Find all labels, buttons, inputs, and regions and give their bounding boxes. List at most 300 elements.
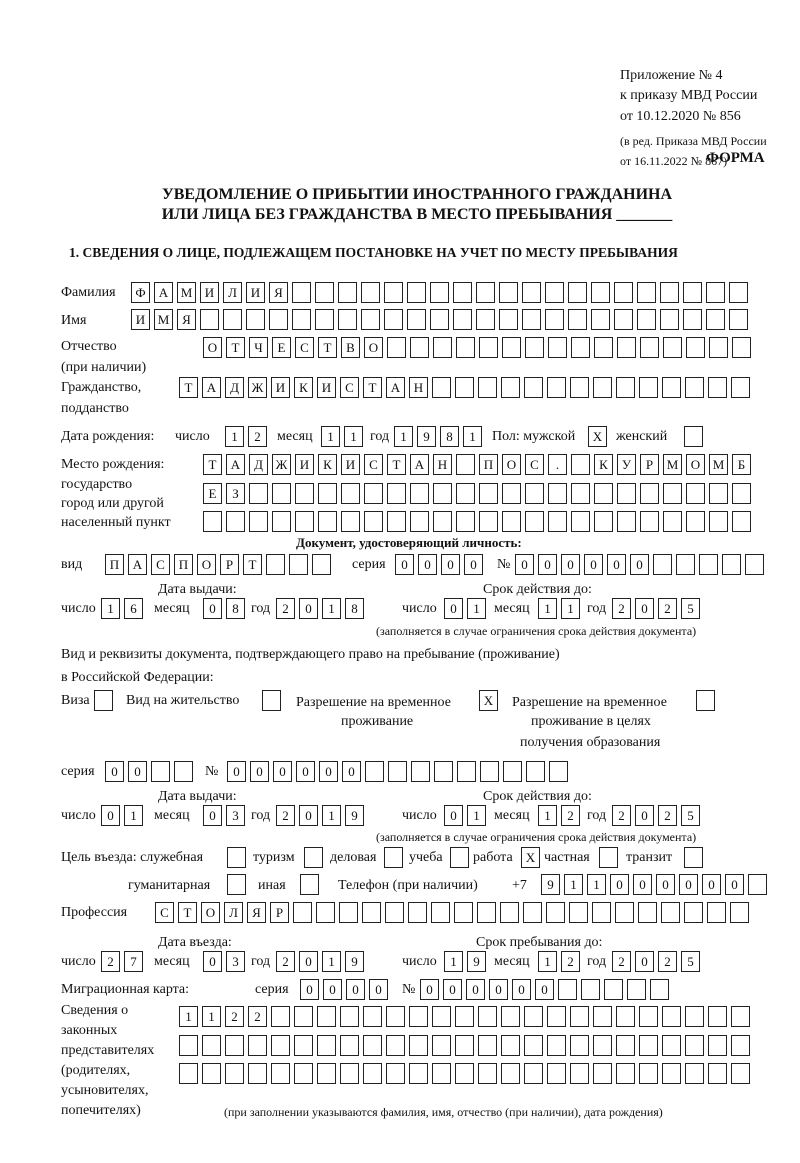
char-box[interactable]: 0 [535,979,554,1000]
char-box[interactable]: Н [433,454,452,475]
char-box[interactable] [502,337,521,358]
char-box[interactable] [304,847,323,868]
char-box[interactable] [478,1063,497,1084]
char-box[interactable] [499,282,518,303]
patronymic-field[interactable] [203,337,751,358]
char-box[interactable] [386,1063,405,1084]
char-box[interactable]: 0 [420,979,439,1000]
char-box[interactable] [604,979,623,1000]
char-box[interactable] [501,377,520,398]
char-box[interactable]: 2 [658,598,677,619]
char-box[interactable] [661,902,680,923]
char-box[interactable] [685,1063,704,1084]
char-box[interactable]: М [177,282,196,303]
char-box[interactable] [455,377,474,398]
purpose-service-checkbox[interactable] [227,847,246,868]
char-box[interactable] [478,1035,497,1056]
char-box[interactable] [684,902,703,923]
char-box[interactable]: М [663,454,682,475]
char-box[interactable] [272,511,291,532]
char-box[interactable]: П [174,554,193,575]
char-box[interactable] [547,1063,566,1084]
char-box[interactable] [340,1063,359,1084]
purpose-private-checkbox[interactable] [599,847,618,868]
char-box[interactable] [709,483,728,504]
char-box[interactable] [388,761,407,782]
char-box[interactable]: 1 [444,951,463,972]
char-box[interactable]: О [203,337,222,358]
char-box[interactable] [748,874,767,895]
char-box[interactable]: 0 [635,598,654,619]
stay-until-day[interactable] [444,951,486,972]
char-box[interactable] [570,377,589,398]
char-box[interactable]: Я [247,902,266,923]
char-box[interactable]: Т [178,902,197,923]
char-box[interactable] [317,1006,336,1027]
char-box[interactable] [525,483,544,504]
char-box[interactable] [292,309,311,330]
char-box[interactable] [593,1035,612,1056]
char-box[interactable] [293,902,312,923]
char-box[interactable]: 0 [630,554,649,575]
char-box[interactable]: 1 [225,426,244,447]
purpose-business-checkbox[interactable] [384,847,403,868]
char-box[interactable] [292,282,311,303]
char-box[interactable] [294,1063,313,1084]
sex-male-checkbox[interactable] [588,426,607,447]
char-box[interactable]: М [154,309,173,330]
char-box[interactable]: Я [177,309,196,330]
char-box[interactable]: 1 [202,1006,221,1027]
char-box[interactable] [731,1006,750,1027]
char-box[interactable] [524,1006,543,1027]
char-box[interactable]: А [202,377,221,398]
char-box[interactable] [617,483,636,504]
char-box[interactable]: X [479,690,498,711]
char-box[interactable] [338,282,357,303]
char-box[interactable] [685,377,704,398]
char-box[interactable] [227,847,246,868]
purpose-study-checkbox[interactable] [450,847,469,868]
char-box[interactable] [662,1035,681,1056]
char-box[interactable]: О [686,454,705,475]
char-box[interactable]: И [341,454,360,475]
char-box[interactable]: 0 [101,805,120,826]
id-valid-month[interactable] [538,598,580,619]
char-box[interactable] [547,1035,566,1056]
char-box[interactable] [650,979,669,1000]
char-box[interactable] [627,979,646,1000]
char-box[interactable]: Ж [272,454,291,475]
char-box[interactable] [432,1063,451,1084]
char-box[interactable]: П [105,554,124,575]
char-box[interactable] [708,377,727,398]
char-box[interactable] [457,761,476,782]
purpose-humanitarian-checkbox[interactable] [227,874,246,895]
char-box[interactable]: 0 [128,761,147,782]
reps-field-2[interactable] [179,1035,750,1056]
char-box[interactable] [502,511,521,532]
char-box[interactable] [294,1035,313,1056]
char-box[interactable] [524,1035,543,1056]
reps-field-1[interactable] [179,1006,750,1027]
char-box[interactable]: . [548,454,567,475]
char-box[interactable] [722,554,741,575]
char-box[interactable] [341,511,360,532]
char-box[interactable] [478,377,497,398]
char-box[interactable]: К [294,377,313,398]
char-box[interactable]: 1 [538,805,557,826]
char-box[interactable] [545,309,564,330]
char-box[interactable]: 0 [464,554,483,575]
char-box[interactable]: 0 [444,598,463,619]
char-box[interactable] [614,309,633,330]
char-box[interactable]: 8 [226,598,245,619]
purpose-work-checkbox[interactable] [521,847,540,868]
char-box[interactable] [571,483,590,504]
char-box[interactable]: 0 [656,874,675,895]
char-box[interactable]: 0 [584,554,603,575]
char-box[interactable]: 5 [681,951,700,972]
char-box[interactable] [571,511,590,532]
char-box[interactable] [318,511,337,532]
char-box[interactable] [594,483,613,504]
char-box[interactable]: 1 [538,598,557,619]
char-box[interactable]: 8 [345,598,364,619]
char-box[interactable] [731,377,750,398]
residence-permit-checkbox[interactable] [262,690,281,711]
char-box[interactable]: 2 [248,426,267,447]
char-box[interactable]: Д [225,377,244,398]
char-box[interactable] [594,337,613,358]
char-box[interactable] [479,483,498,504]
citizenship-field[interactable] [179,377,750,398]
birth-day-field[interactable] [225,426,267,447]
char-box[interactable] [341,483,360,504]
char-box[interactable]: 5 [681,598,700,619]
char-box[interactable]: 3 [226,805,245,826]
char-box[interactable]: 0 [418,554,437,575]
char-box[interactable] [456,337,475,358]
char-box[interactable]: 0 [299,805,318,826]
stay-issue-day[interactable] [101,805,143,826]
char-box[interactable] [312,554,331,575]
char-box[interactable] [639,1035,658,1056]
char-box[interactable] [547,377,566,398]
entry-year[interactable] [276,951,364,972]
char-box[interactable] [476,309,495,330]
char-box[interactable] [202,1063,221,1084]
char-box[interactable] [732,511,751,532]
char-box[interactable] [362,902,381,923]
char-box[interactable] [450,847,469,868]
char-box[interactable] [363,1006,382,1027]
visa-checkbox[interactable] [94,690,113,711]
char-box[interactable] [223,309,242,330]
stay-number-field[interactable] [227,761,568,782]
char-box[interactable]: 0 [512,979,531,1000]
char-box[interactable] [407,309,426,330]
char-box[interactable]: 9 [345,805,364,826]
char-box[interactable] [226,511,245,532]
char-box[interactable]: X [521,847,540,868]
char-box[interactable] [410,511,429,532]
birth-place-field-1[interactable] [203,454,751,475]
char-box[interactable]: Б [732,454,751,475]
char-box[interactable]: 0 [299,951,318,972]
char-box[interactable]: С [525,454,544,475]
char-box[interactable] [684,847,703,868]
char-box[interactable] [433,483,452,504]
char-box[interactable]: А [386,377,405,398]
purpose-transit-checkbox[interactable] [684,847,703,868]
birth-place-field-2[interactable] [203,483,751,504]
char-box[interactable] [545,282,564,303]
char-box[interactable] [433,511,452,532]
char-box[interactable] [568,309,587,330]
char-box[interactable]: 0 [635,805,654,826]
char-box[interactable]: 2 [101,951,120,972]
char-box[interactable]: А [226,454,245,475]
char-box[interactable] [430,282,449,303]
purpose-other-checkbox[interactable] [300,874,319,895]
char-box[interactable] [731,1063,750,1084]
char-box[interactable] [456,454,475,475]
char-box[interactable]: И [295,454,314,475]
char-box[interactable]: 0 [607,554,626,575]
entry-day[interactable] [101,951,143,972]
char-box[interactable] [262,690,281,711]
char-box[interactable] [708,1006,727,1027]
char-box[interactable]: Р [640,454,659,475]
char-box[interactable] [477,902,496,923]
char-box[interactable] [614,282,633,303]
stay-issue-year[interactable] [276,805,364,826]
char-box[interactable] [225,1063,244,1084]
char-box[interactable] [407,282,426,303]
char-box[interactable]: И [246,282,265,303]
name-field[interactable] [131,309,748,330]
char-box[interactable] [594,511,613,532]
char-box[interactable] [455,1063,474,1084]
char-box[interactable] [340,1006,359,1027]
char-box[interactable] [570,1063,589,1084]
purpose-tourism-checkbox[interactable] [304,847,323,868]
char-box[interactable] [571,337,590,358]
char-box[interactable] [271,1063,290,1084]
char-box[interactable] [615,902,634,923]
id-valid-year[interactable] [612,598,700,619]
char-box[interactable]: X [588,426,607,447]
char-box[interactable] [637,309,656,330]
char-box[interactable]: 0 [635,951,654,972]
char-box[interactable]: С [364,454,383,475]
char-box[interactable]: 0 [203,598,222,619]
char-box[interactable] [593,377,612,398]
char-box[interactable] [384,282,403,303]
char-box[interactable]: С [155,902,174,923]
char-box[interactable] [501,1035,520,1056]
sex-female-checkbox[interactable] [684,426,703,447]
id-kind-field[interactable] [105,554,331,575]
char-box[interactable]: 1 [564,874,583,895]
char-box[interactable] [248,1063,267,1084]
char-box[interactable] [385,902,404,923]
char-box[interactable] [683,309,702,330]
char-box[interactable]: Т [179,377,198,398]
char-box[interactable] [456,511,475,532]
char-box[interactable]: 2 [561,951,580,972]
char-box[interactable]: 0 [369,979,388,1000]
char-box[interactable] [663,511,682,532]
char-box[interactable] [409,1035,428,1056]
char-box[interactable] [409,1063,428,1084]
char-box[interactable]: 0 [441,554,460,575]
char-box[interactable] [246,309,265,330]
char-box[interactable]: 2 [612,598,631,619]
char-box[interactable] [408,902,427,923]
char-box[interactable] [339,902,358,923]
char-box[interactable] [227,874,246,895]
char-box[interactable] [685,1035,704,1056]
char-box[interactable]: 2 [612,805,631,826]
char-box[interactable] [570,1035,589,1056]
char-box[interactable] [616,1006,635,1027]
char-box[interactable]: 8 [440,426,459,447]
char-box[interactable]: З [226,483,245,504]
migration-card-number[interactable] [420,979,669,1000]
char-box[interactable] [317,1063,336,1084]
char-box[interactable] [387,337,406,358]
char-box[interactable]: 2 [276,598,295,619]
char-box[interactable]: 2 [612,951,631,972]
char-box[interactable] [686,337,705,358]
char-box[interactable] [524,377,543,398]
char-box[interactable]: К [318,454,337,475]
char-box[interactable] [730,902,749,923]
char-box[interactable]: 9 [467,951,486,972]
char-box[interactable]: 1 [561,598,580,619]
char-box[interactable] [663,337,682,358]
surname-field[interactable] [131,282,748,303]
char-box[interactable]: Е [203,483,222,504]
char-box[interactable]: 0 [300,979,319,1000]
char-box[interactable] [364,511,383,532]
char-box[interactable]: 2 [561,805,580,826]
char-box[interactable]: 0 [323,979,342,1000]
char-box[interactable] [571,454,590,475]
char-box[interactable] [502,483,521,504]
char-box[interactable] [454,902,473,923]
char-box[interactable] [151,761,170,782]
char-box[interactable] [289,554,308,575]
char-box[interactable]: Ч [249,337,268,358]
char-box[interactable] [434,761,453,782]
char-box[interactable] [294,1006,313,1027]
char-box[interactable]: 0 [489,979,508,1000]
char-box[interactable] [479,337,498,358]
char-box[interactable]: 9 [417,426,436,447]
char-box[interactable]: 0 [342,761,361,782]
char-box[interactable] [637,282,656,303]
char-box[interactable]: 0 [319,761,338,782]
char-box[interactable]: 1 [467,805,486,826]
char-box[interactable]: 0 [443,979,462,1000]
char-box[interactable]: С [340,377,359,398]
char-box[interactable] [662,377,681,398]
char-box[interactable] [662,1063,681,1084]
char-box[interactable]: О [502,454,521,475]
char-box[interactable] [409,1006,428,1027]
char-box[interactable] [709,337,728,358]
char-box[interactable]: Т [318,337,337,358]
char-box[interactable]: 1 [179,1006,198,1027]
char-box[interactable] [708,1063,727,1084]
stay-valid-year[interactable] [612,805,700,826]
char-box[interactable]: Т [243,554,262,575]
char-box[interactable] [318,483,337,504]
char-box[interactable] [662,1006,681,1027]
char-box[interactable] [569,902,588,923]
char-box[interactable]: О [197,554,216,575]
char-box[interactable]: 1 [322,951,341,972]
char-box[interactable] [683,282,702,303]
char-box[interactable] [456,483,475,504]
char-box[interactable] [203,511,222,532]
char-box[interactable] [501,1006,520,1027]
char-box[interactable] [706,282,725,303]
char-box[interactable]: 0 [346,979,365,1000]
char-box[interactable] [732,337,751,358]
char-box[interactable]: 1 [101,598,120,619]
char-box[interactable]: 1 [394,426,413,447]
char-box[interactable]: 1 [124,805,143,826]
char-box[interactable] [617,511,636,532]
char-box[interactable] [315,282,334,303]
char-box[interactable] [363,1035,382,1056]
char-box[interactable]: 1 [322,598,341,619]
id-issue-year[interactable] [276,598,364,619]
char-box[interactable]: 1 [467,598,486,619]
char-box[interactable] [522,309,541,330]
char-box[interactable]: 3 [226,951,245,972]
stay-series-field[interactable] [105,761,193,782]
birth-place-field-3[interactable] [203,511,751,532]
char-box[interactable] [501,1063,520,1084]
char-box[interactable] [499,309,518,330]
char-box[interactable] [522,282,541,303]
char-box[interactable] [581,979,600,1000]
char-box[interactable] [432,1035,451,1056]
char-box[interactable]: А [410,454,429,475]
profession-field[interactable] [155,902,749,923]
char-box[interactable] [731,1035,750,1056]
char-box[interactable]: 0 [515,554,534,575]
char-box[interactable]: 1 [587,874,606,895]
char-box[interactable] [384,847,403,868]
char-box[interactable]: Д [249,454,268,475]
char-box[interactable] [696,690,715,711]
char-box[interactable] [663,483,682,504]
char-box[interactable] [300,874,319,895]
char-box[interactable]: 0 [203,805,222,826]
char-box[interactable]: М [709,454,728,475]
char-box[interactable] [453,309,472,330]
char-box[interactable] [225,1035,244,1056]
char-box[interactable] [524,1063,543,1084]
char-box[interactable] [315,309,334,330]
char-box[interactable]: 0 [702,874,721,895]
